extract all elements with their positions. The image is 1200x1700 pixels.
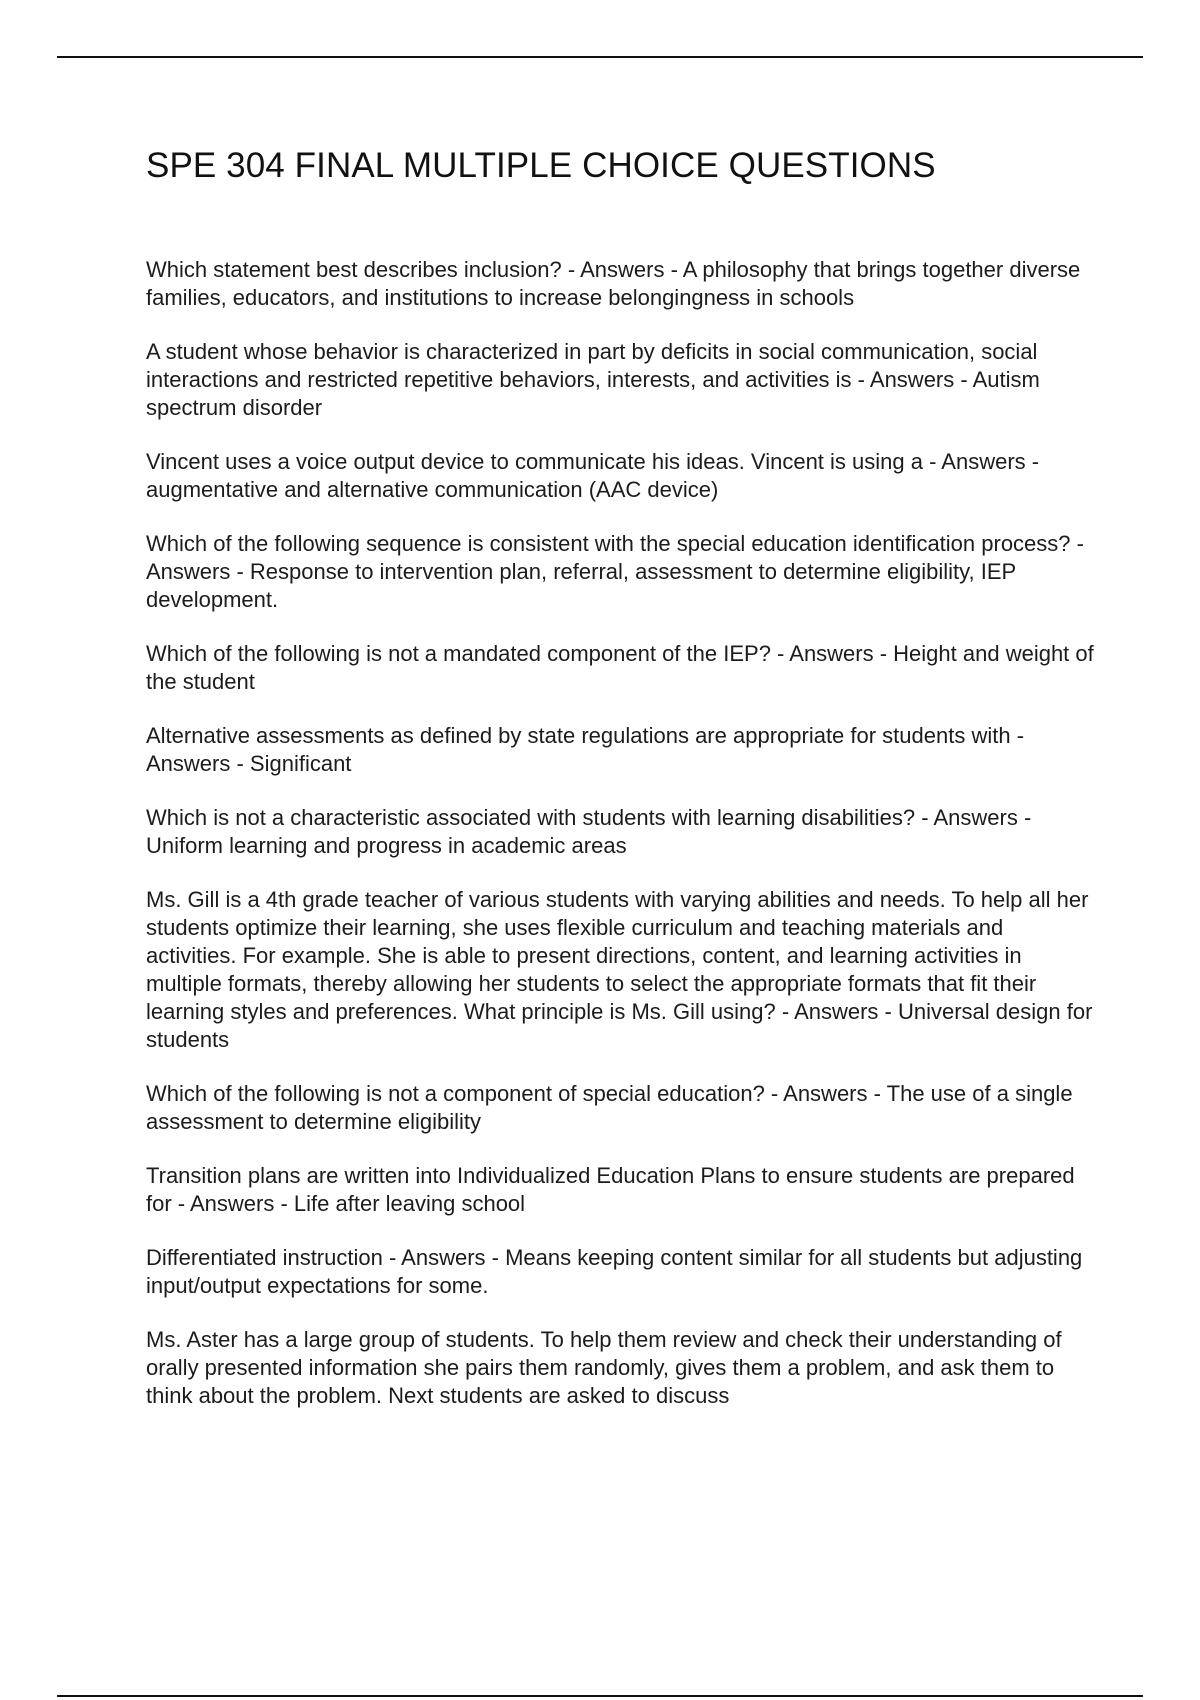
question-item: Differentiated instruction - Answers - Means keeping content similar for all students but adjusting input/output expectations for some. xyxy=(146,1245,1083,1298)
question-item: Which of the following is not a mandated component of the IEP? - Answers - Height and weight of the student xyxy=(146,641,1094,694)
question-item: Which of the following is not a component of special education? - Answers - The use of a single assessment to determine eligibility xyxy=(146,1081,1073,1134)
question-item: Ms. Aster has a large group of students. To help them review and check their understanding of orally presented information she pairs them randomly, gives them a problem, and ask them to think about the problem. Next students are asked to discuss xyxy=(146,1327,1062,1408)
question-item: Ms. Gill is a 4th grade teacher of various students with varying abilities and needs. To help all her students optimize their learning, she uses flexible curriculum and teaching materials and activities. For example. She is able to present directions, content, and learning activities in multiple formats, thereby allowing her students to select the appropriate formats that fit their learning styles and preferences. What principle is Ms. Gill using? - Answers - Universal design for students xyxy=(146,887,1093,1052)
page-title: SPE 304 FINAL MULTIPLE CHOICE QUESTIONS xyxy=(146,146,936,185)
question-item: Vincent uses a voice output device to communicate his ideas. Vincent is using a - Answers - augmentative and alternative communication (AAC device) xyxy=(146,449,1040,502)
question-item: Which statement best describes inclusion? - Answers - A philosophy that brings together diverse families, educators, and institutions to increase belongingness in schools xyxy=(146,257,1081,310)
bottom-rule xyxy=(57,1695,1143,1697)
question-item: Transition plans are written into Individualized Education Plans to ensure students are prepared for - Answers - Life after leaving school xyxy=(146,1163,1075,1216)
question-item: Alternative assessments as defined by state regulations are appropriate for students with - Answers - Significant xyxy=(146,723,1025,776)
question-item: Which is not a characteristic associated with students with learning disabilities? - Answers - Uniform learning and progress in academic areas xyxy=(146,805,1032,858)
question-list xyxy=(146,256,1096,1436)
question-item: A student whose behavior is characterized in part by deficits in social communication, social interactions and restricted repetitive behaviors, interests, and activities is - Answers - Autism spectrum disorder xyxy=(146,339,1040,420)
top-rule xyxy=(57,56,1143,58)
question-item: Which of the following sequence is consistent with the special education identification process? - Answers - Response to intervention plan, referral, assessment to determine eligibility, IEP development. xyxy=(146,531,1084,612)
